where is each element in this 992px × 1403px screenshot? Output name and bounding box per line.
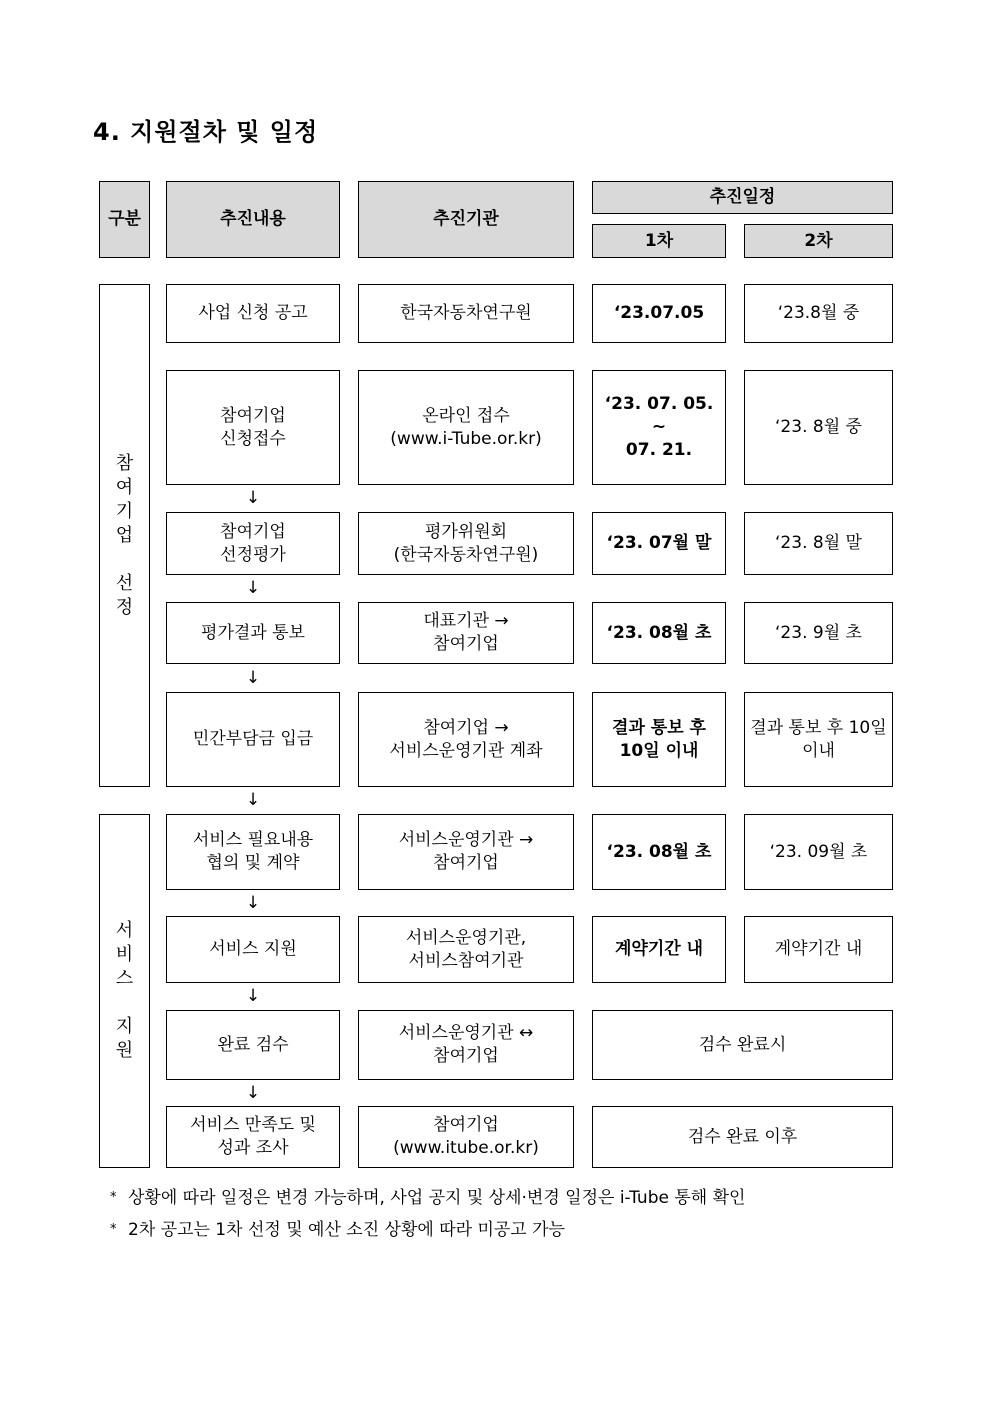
flow-arrow: ↓ — [245, 790, 261, 810]
row-round2: 결과 통보 후 10일 이내 — [744, 692, 893, 787]
row-round1: ‘23. 08월 초 — [592, 602, 726, 664]
row-content: 평가결과 통보 — [166, 602, 340, 664]
footnote-text: 상황에 따라 일정은 변경 가능하며, 사업 공지 및 상세·변경 일정은 i-Tube 통해 확인 — [128, 1188, 746, 1208]
row-content: 서비스 지원 — [166, 916, 340, 983]
flow-arrow: ↓ — [245, 488, 261, 508]
header-round1: 1차 — [592, 224, 726, 258]
flow-arrow: ↓ — [245, 668, 261, 688]
row-round2: ‘23. 9월 초 — [744, 602, 893, 664]
row-agency: 평가위원회 (한국자동차연구원) — [358, 512, 574, 575]
row-agency: 한국자동차연구원 — [358, 284, 574, 343]
row-content: 서비스 만족도 및 성과 조사 — [166, 1106, 340, 1168]
row-merged-schedule: 검수 완료 이후 — [592, 1106, 893, 1168]
row-round1: 결과 통보 후 10일 이내 — [592, 692, 726, 787]
row-content: 민간부담금 입금 — [166, 692, 340, 787]
row-round1: ‘23. 07월 말 — [592, 512, 726, 575]
flow-arrow: ↓ — [245, 893, 261, 913]
row-agency: 서비스운영기관, 서비스참여기관 — [358, 916, 574, 983]
section-support: 서 비 스 지 원 — [99, 814, 150, 1168]
row-agency: 서비스운영기관 → 참여기업 — [358, 814, 574, 890]
footnote-bullet: * — [110, 1190, 117, 1205]
footnote-text: 2차 공고는 1차 선정 및 예산 소진 상황에 따라 미공고 가능 — [128, 1220, 565, 1240]
header-content: 추진내용 — [166, 181, 340, 258]
header-round2: 2차 — [744, 224, 893, 258]
flow-arrow: ↓ — [245, 1083, 261, 1103]
row-content: 사업 신청 공고 — [166, 284, 340, 343]
row-round1: ‘23. 07. 05. ~ 07. 21. — [592, 370, 726, 485]
footnote — [110, 1215, 565, 1240]
flow-arrow: ↓ — [245, 986, 261, 1006]
row-agency: 대표기관 → 참여기업 — [358, 602, 574, 664]
header-schedule: 추진일정 — [592, 181, 893, 214]
row-content: 서비스 필요내용 협의 및 계약 — [166, 814, 340, 890]
page-title: 4. 지원절차 및 일정 — [93, 118, 319, 146]
row-round1: ‘23.07.05 — [592, 284, 726, 343]
footnote-bullet: * — [110, 1222, 117, 1237]
row-agency: 참여기업 → 서비스운영기관 계좌 — [358, 692, 574, 787]
row-merged-schedule: 검수 완료시 — [592, 1010, 893, 1080]
row-agency: 참여기업 (www.itube.or.kr) — [358, 1106, 574, 1168]
row-round2: ‘23.8월 중 — [744, 284, 893, 343]
section-selection: 참 여 기 업 선 정 — [99, 284, 150, 787]
row-round2: ‘23. 09월 초 — [744, 814, 893, 890]
row-round2: 계약기간 내 — [744, 916, 893, 983]
row-round1: ‘23. 08월 초 — [592, 814, 726, 890]
row-agency: 서비스운영기관 ↔ 참여기업 — [358, 1010, 574, 1080]
header-category: 구분 — [99, 181, 150, 258]
row-content: 참여기업 신청접수 — [166, 370, 340, 485]
row-round2: ‘23. 8월 중 — [744, 370, 893, 485]
row-round2: ‘23. 8월 말 — [744, 512, 893, 575]
row-content: 완료 검수 — [166, 1010, 340, 1080]
footnote — [110, 1183, 745, 1208]
header-agency: 추진기관 — [358, 181, 574, 258]
row-content: 참여기업 선정평가 — [166, 512, 340, 575]
row-round1: 계약기간 내 — [592, 916, 726, 983]
row-agency: 온라인 접수 (www.i-Tube.or.kr) — [358, 370, 574, 485]
flow-arrow: ↓ — [245, 578, 261, 598]
